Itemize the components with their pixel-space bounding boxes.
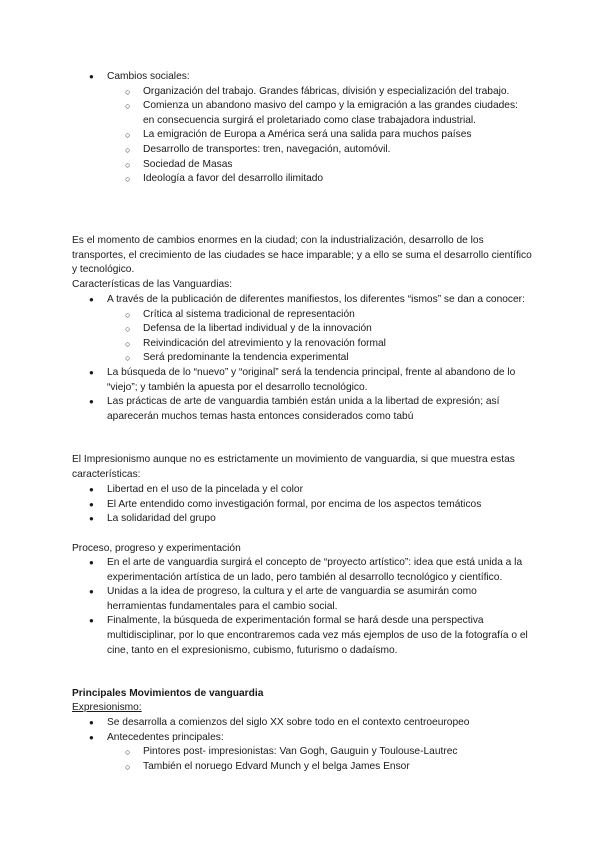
list-item: ○ La emigración de Europa a América será una salida para muchos países	[143, 128, 532, 143]
characteristics-heading: Características de las Vanguardias:	[72, 279, 233, 290]
list-item: ● Finalmente, la búsqueda de experimentación formal se hará desde una perspectiva multidisciplinar, por lo que encontraremos cada vez más ejemplos de uso de la fotografía o el cine, tanto en el expresionismo, cubismo, futurismo o dadaísmo.	[107, 614, 532, 658]
characteristics-item-1: A través de la publicación de diferentes manifiestos, los diferentes “ismos” se dan a conocer:	[107, 294, 525, 305]
list-item: ○ Ideología a favor del desarrollo ilimitado	[143, 172, 532, 187]
list-item	[107, 731, 532, 775]
expressionism-sublist	[107, 745, 532, 774]
list-item	[107, 293, 532, 366]
list-item: ○ Comienza un abandono masivo del campo y la emigración a las grandes ciudades: en consecuencia surgirá el proletariado como clase trabajadora industrial.	[143, 99, 532, 128]
list-item: ● En el arte de vanguardia surgirá el concepto de “proyecto artístico”: idea que está unida a la experimentación artística de un lado, pero también al desarrollo tecnológico y científico.	[107, 556, 532, 585]
list-item: ● Libertad en el uso de la pincelada y el color	[107, 483, 532, 498]
social-changes-sublist	[107, 85, 532, 187]
list-item: ○ Sociedad de Masas	[143, 158, 532, 173]
expressionism-item-2: Antecedentes principales:	[107, 731, 224, 743]
process-list	[107, 556, 532, 658]
list-item: ○ Desarrollo de transportes: tren, navegación, automóvil.	[143, 143, 532, 158]
characteristics-sublist	[107, 308, 532, 366]
expressionism-list	[107, 716, 532, 774]
expressionism-subtitle: Expresionismo:	[72, 702, 142, 713]
impressionism-list	[107, 483, 532, 527]
list-item: ● Unidas a la idea de progreso, la cultura y el arte de vanguardia se asumirán como herramientas fundamentales para el cambio social.	[107, 585, 532, 614]
list-item	[107, 70, 532, 187]
list-item: ○ Pintores post- impresionistas: Van Gogh, Gauguin y Toulouse-Lautrec	[143, 745, 532, 760]
list-item: ○ También el noruego Edvard Munch y el belga James Ensor	[143, 760, 532, 775]
process-heading: Proceso, progreso y experimentación	[72, 543, 241, 554]
list-item: ● La solidaridad del grupo	[107, 512, 532, 527]
characteristics-item-2: ● La búsqueda de lo “nuevo” y “original” será la tendencia principal, frente al abandono de lo “viejo”; y también la apuesta por el desarrollo tecnológico.	[107, 366, 532, 395]
list-item: ○ Crítica al sistema tradicional de representación	[143, 308, 532, 323]
characteristics-list	[107, 293, 532, 424]
impressionism-intro: El Impresionismo aunque no es estrictamente un movimiento de vanguardia, si que muestra estas características:	[72, 454, 515, 480]
list-item: ○ Será predominante la tendencia experimental	[143, 351, 532, 366]
characteristics-item-3: ● Las prácticas de arte de vanguardia también están unida a la libertad de expresión; así aparecerán muchos temas hasta entonces considerados como tabú	[107, 395, 532, 424]
list-item: ○ Organización del trabajo. Grandes fábricas, división y especialización del trabajo.	[143, 85, 532, 100]
social-changes-list	[107, 70, 532, 187]
list-item: ○ Defensa de la libertad individual y de la innovación	[143, 322, 532, 337]
expressionism-item-1: ● Se desarrolla a comienzos del siglo XX sobre todo en el contexto centroeuropeo	[107, 716, 532, 731]
moment-paragraph: Es el momento de cambios enormes en la ciudad; con la industrialización, desarrollo de los transportes, el crecimiento de las ciudades se hace imparable; y a ello se suma el desarrollo científico y tecnológico.	[72, 235, 532, 276]
list-item: ○ Reivindicación del atrevimiento y la renovación formal	[143, 337, 532, 352]
list-item: ● El Arte entendido como investigación formal, por encima de los aspectos temáticos	[107, 498, 532, 513]
movements-title: Principales Movimientos de vanguardia	[72, 688, 264, 699]
social-changes-heading: Cambios sociales:	[107, 71, 190, 82]
